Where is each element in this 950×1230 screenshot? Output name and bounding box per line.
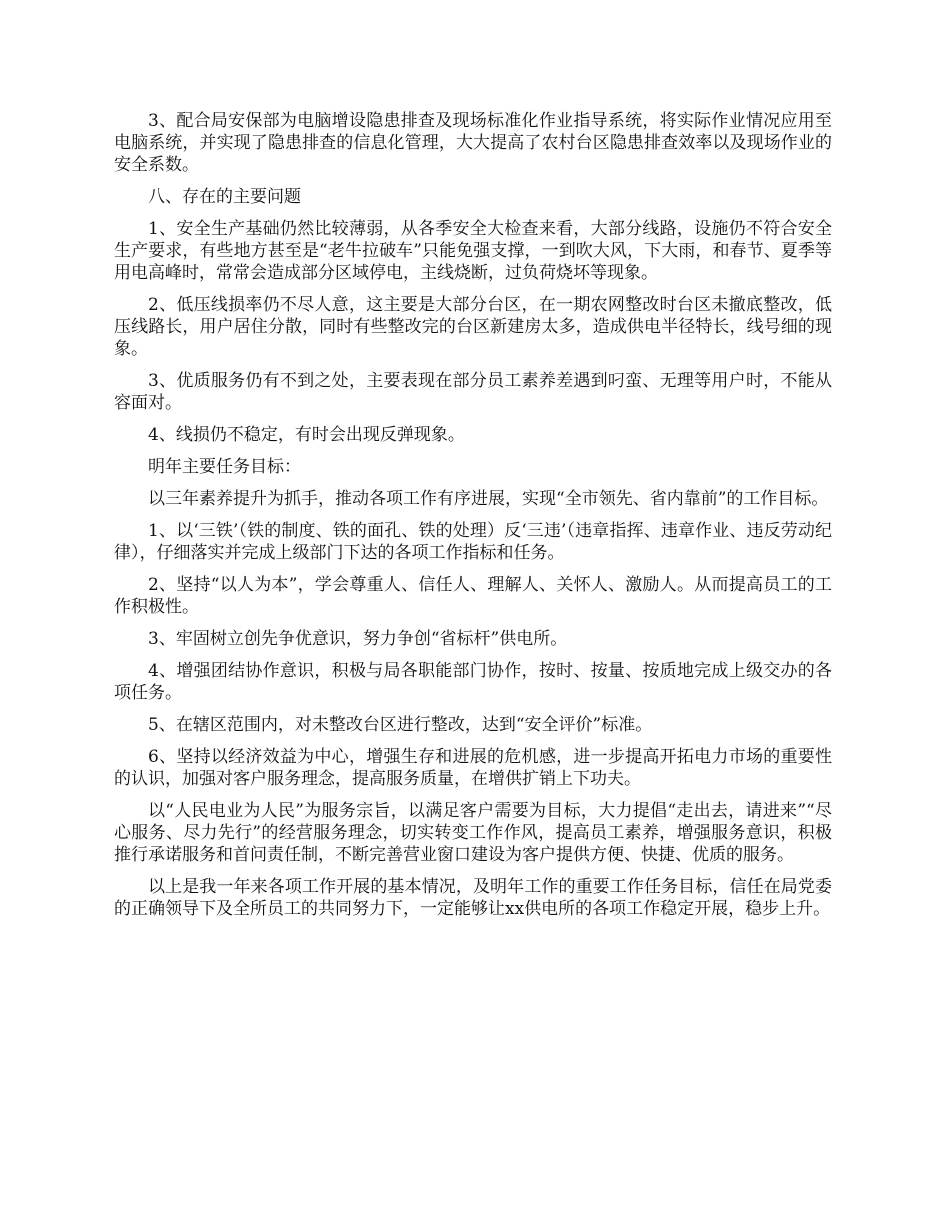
paragraph: 5、在辖区范围内，对未整改台区进行整改，达到“安全评价”标准。: [148, 715, 653, 735]
paragraph: 1、以‘三铁’（铁的制度、铁的面孔、铁的处理）反‘三违’（违章指挥、违章作业、违反劳动纪律），仔细落实并完成上级部门下达的各项工作指标和任务。: [114, 521, 832, 563]
paragraph: 以三年素养提升为抓手，推动各项工作有序进展，实现“全市领先、省内靠前”的工作目标。: [148, 489, 829, 509]
paragraph: 6、坚持以经济效益为中心，增强生存和进展的危机感，进一步提高开拓电力市场的重要性的认识，加强对客户服务理念，提高服务质量，在增供扩销上下功夫。: [114, 747, 832, 789]
paragraph: 以“人民电业为人民”为服务宗旨，以满足客户需要为目标，大力提倡“走出去，请进来”“尽心服务、尽力先行”的经营服务理念，切实转变工作作风，提高员工素养，增强服务意识，积极推行承诺服务和首问责任制，不断完善营业窗口建设为客户提供方便、快捷、优质的服务。: [114, 801, 832, 865]
paragraph: 2、坚持“以人为本”，学会尊重人、信任人、理解人、关怀人、激励人。从而提高员工的工作积极性。: [114, 575, 832, 617]
section-heading: 明年主要任务目标：: [148, 457, 301, 477]
paragraph: 4、线损仍不稳定，有时会出现反弹现象。: [148, 425, 465, 445]
paragraph: 2、低压线损率仍不尽人意，这主要是大部分台区，在一期农网整改时台区未撤底整改，低压线路长，用户居住分散，同时有些整改完的台区新建房太多，造成供电半径特长，线号细的现象。: [114, 295, 832, 359]
paragraph: 3、牢固树立创先争优意识，努力争创“省标杆”供电所。: [148, 629, 568, 649]
paragraph: 4、增强团结协作意识，积极与局各职能部门协作，按时、按量、按质地完成上级交办的各项任务。: [114, 661, 832, 703]
section-heading: 八、存在的主要问题: [148, 187, 301, 207]
paragraph: 3、优质服务仍有不到之处，主要表现在部分员工素养差遇到叼蛮、无理等用户时，不能从容面对。: [114, 371, 832, 413]
paragraph: 以上是我一年来各项工作开展的基本情况，及明年工作的重要工作任务目标，信任在局党委的正确领导下及全所员工的共同努力下，一定能够让xx供电所的各项工作稳定开展，稳步上升。: [114, 877, 832, 919]
paragraph: 1、安全生产基础仍然比较薄弱，从各季安全大检查来看，大部分线路，设施仍不符合安全生产要求，有些地方甚至是“老牛拉破车”只能免强支撑，一到吹大风，下大雨，和春节、夏季等用电高峰时，常常会造成部分区域停电，主线烧断，过负荷烧坏等现象。: [114, 219, 832, 283]
paragraph: 3、配合局安保部为电脑增设隐患排查及现场标准化作业指导系统，将实际作业情况应用至电脑系统，并实现了隐患排查的信息化管理，大大提高了农村台区隐患排查效率以及现场作业的安全系数。: [114, 111, 832, 175]
